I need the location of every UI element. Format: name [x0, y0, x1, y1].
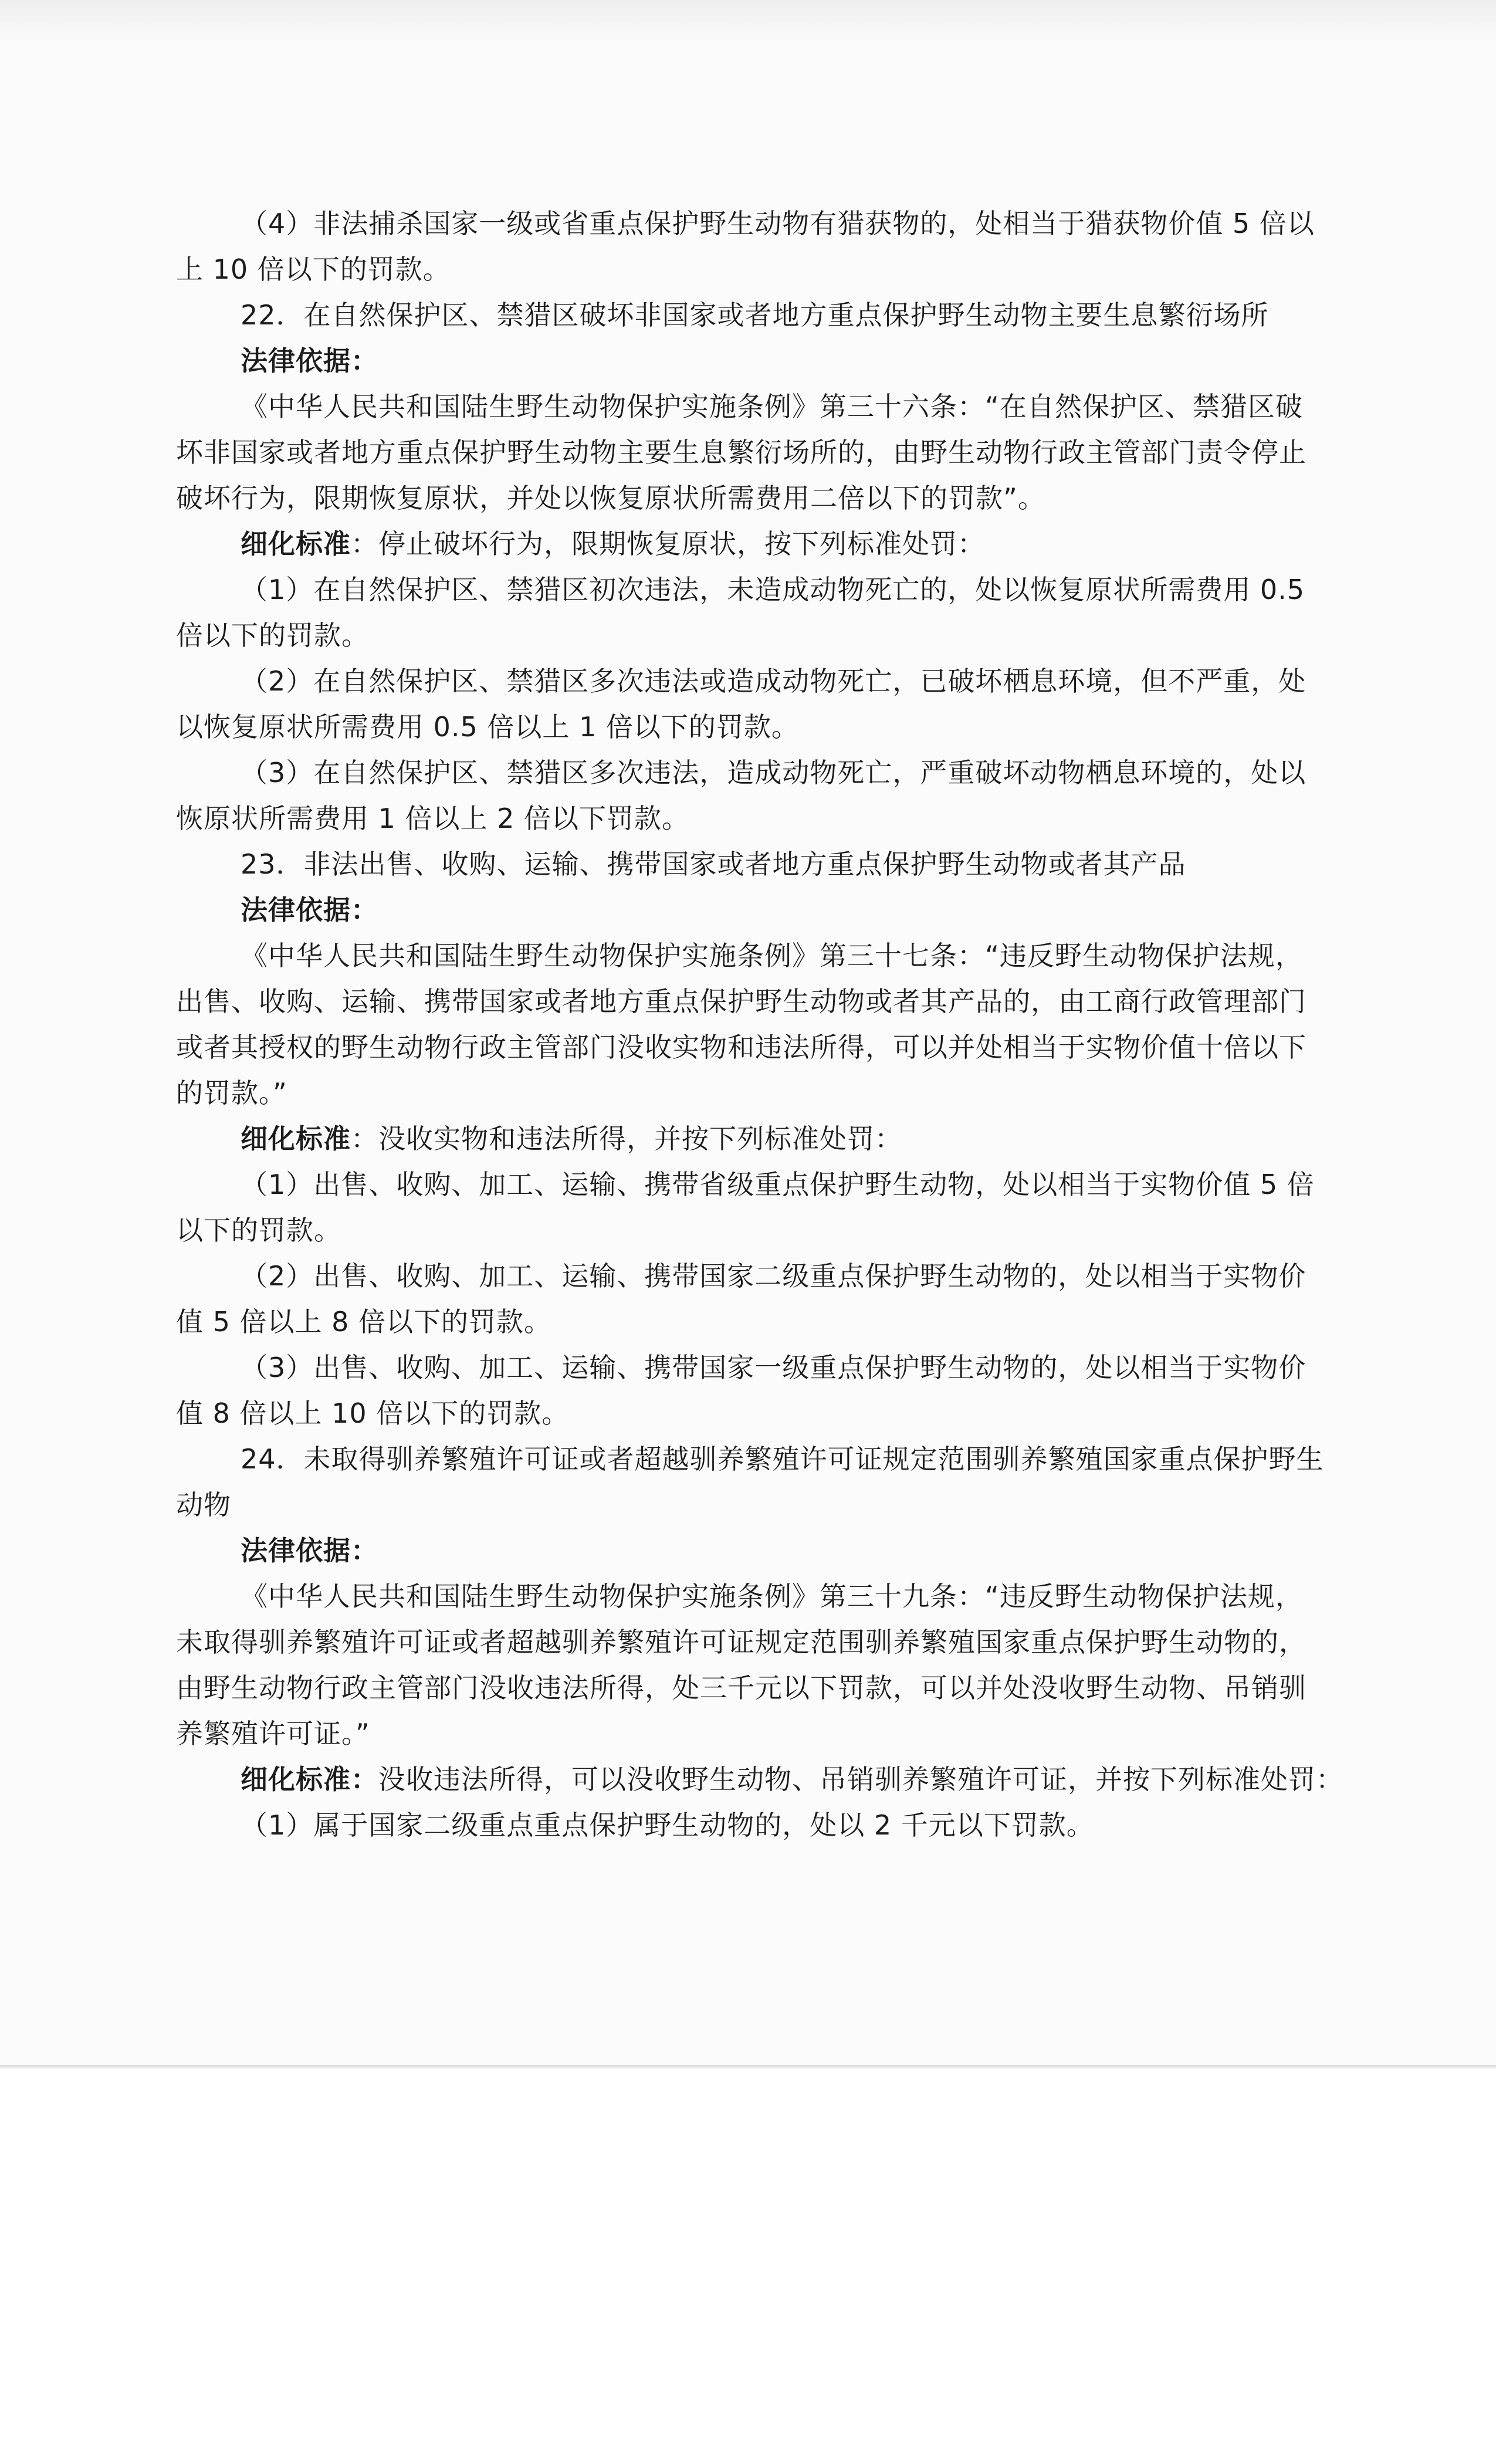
text-line: 值 8 倍以上 10 倍以下的罚款。	[176, 1397, 570, 1429]
scan-shadow	[0, 0, 1496, 41]
text-line: 的罚款。”	[176, 1077, 287, 1109]
text-line: （1）属于国家二级重点重点保护野生动物的，处以 2 千元以下罚款。	[241, 1809, 1094, 1841]
text-line: 《中华人民共和国陆生野生动物保护实施条例》第三十九条：“违反野生动物保护法规，	[241, 1580, 1303, 1612]
text-line: 未取得驯养繁殖许可证或者超越驯养繁殖许可证规定范围驯养繁殖国家重点保护野生动物的，	[176, 1626, 1307, 1658]
standard-line	[176, 1116, 1314, 1162]
text-line: 值 5 倍以上 8 倍以下的罚款。	[176, 1306, 552, 1338]
text-line: 《中华人民共和国陆生野生动物保护实施条例》第三十七条：“违反野生动物保护法规，	[241, 940, 1303, 972]
text-line: 《中华人民共和国陆生野生动物保护实施条例》第三十六条：“在自然保护区、禁猎区破	[241, 391, 1303, 422]
text-line: 坏非国家或者地方重点保护野生动物主要生息繁衍场所的，由野生动物行政主管部门责令停止	[176, 436, 1307, 468]
text-line: （4）非法捕杀国家一级或省重点保护野生动物有猎获物的，处相当于猎获物价值 5 倍以	[241, 208, 1315, 239]
standard-text: 没收违法所得，可以没收野生动物、吊销驯养繁殖许可证，并按下列标准处罚：	[378, 1764, 1343, 1795]
legal-basis-label: 法律依据：	[241, 894, 378, 926]
text-line: 以下的罚款。	[176, 1214, 341, 1246]
legal-basis-label: 法律依据：	[241, 1535, 378, 1566]
text-line: （3）出售、收购、加工、运输、携带国家一级重点保护野生动物的，处以相当于实物价	[241, 1352, 1307, 1383]
standard-line	[176, 1756, 1343, 1802]
standard-label: 细化标准	[241, 528, 351, 560]
text-line: 养繁殖许可证。”	[176, 1718, 370, 1749]
text-line: 破坏行为，限期恢复原状，并处以恢复原状所需费用二倍以下的罚款”。	[176, 482, 1045, 514]
standard-line	[176, 521, 1314, 567]
document-body	[176, 201, 1343, 1848]
text-line: 或者其授权的野生动物行政主管部门没收实物和违法所得，可以并处相当于实物价值十倍以下	[176, 1031, 1307, 1063]
text-line: 恢原状所需费用 1 倍以上 2 倍以下罚款。	[176, 803, 690, 834]
section-heading-23: 23．非法出售、收购、运输、携带国家或者地方重点保护野生动物或者其产品	[241, 848, 1186, 880]
text-line: （2）出售、收购、加工、运输、携带国家二级重点保护野生动物的，处以相当于实物价	[241, 1260, 1307, 1292]
text-line: 上 10 倍以下的罚款。	[176, 253, 451, 285]
text-line: （2）在自然保护区、禁猎区多次违法或造成动物死亡，已破坏栖息环境，但不严重，处	[241, 665, 1307, 697]
text-line: （3）在自然保护区、禁猎区多次违法，造成动物死亡，严重破坏动物栖息环境的，处以	[241, 757, 1307, 788]
section-heading-22: 22．在自然保护区、禁猎区破坏非国家或者地方重点保护野生动物主要生息繁衍场所	[241, 299, 1269, 331]
standard-label: 细化标准	[241, 1123, 351, 1155]
section-heading-24: 24．未取得驯养繁殖许可证或者超越驯养繁殖许可证规定范围驯养繁殖国家重点保护野生	[241, 1443, 1324, 1475]
text-line: 由野生动物行政主管部门没收违法所得，处三千元以下罚款，可以并处没收野生动物、吊销驯	[176, 1672, 1307, 1704]
text-line: （1）在自然保护区、禁猎区初次违法，未造成动物死亡的，处以恢复原状所需费用 0.5	[241, 574, 1305, 605]
text-line: 倍以下的罚款。	[176, 620, 369, 651]
text-line: （1）出售、收购、加工、运输、携带省级重点保护野生动物，处以相当于实物价值 5 倍	[241, 1169, 1315, 1200]
standard-text: ：停止破坏行为，限期恢复原状，按下列标准处罚：	[351, 528, 985, 560]
standard-text: ：没收实物和违法所得，并按下列标准处罚：	[351, 1123, 902, 1155]
section-heading-24-cont: 动物	[176, 1489, 231, 1521]
legal-basis-label: 法律依据：	[241, 345, 378, 377]
text-line: 出售、收购、运输、携带国家或者地方重点保护野生动物或者其产品的，由工商行政管理部门	[176, 986, 1307, 1017]
text-line: 以恢复原状所需费用 0.5 倍以上 1 倍以下的罚款。	[176, 711, 799, 743]
blank-area	[0, 2069, 1496, 2464]
standard-label: 细化标准：	[241, 1764, 378, 1795]
